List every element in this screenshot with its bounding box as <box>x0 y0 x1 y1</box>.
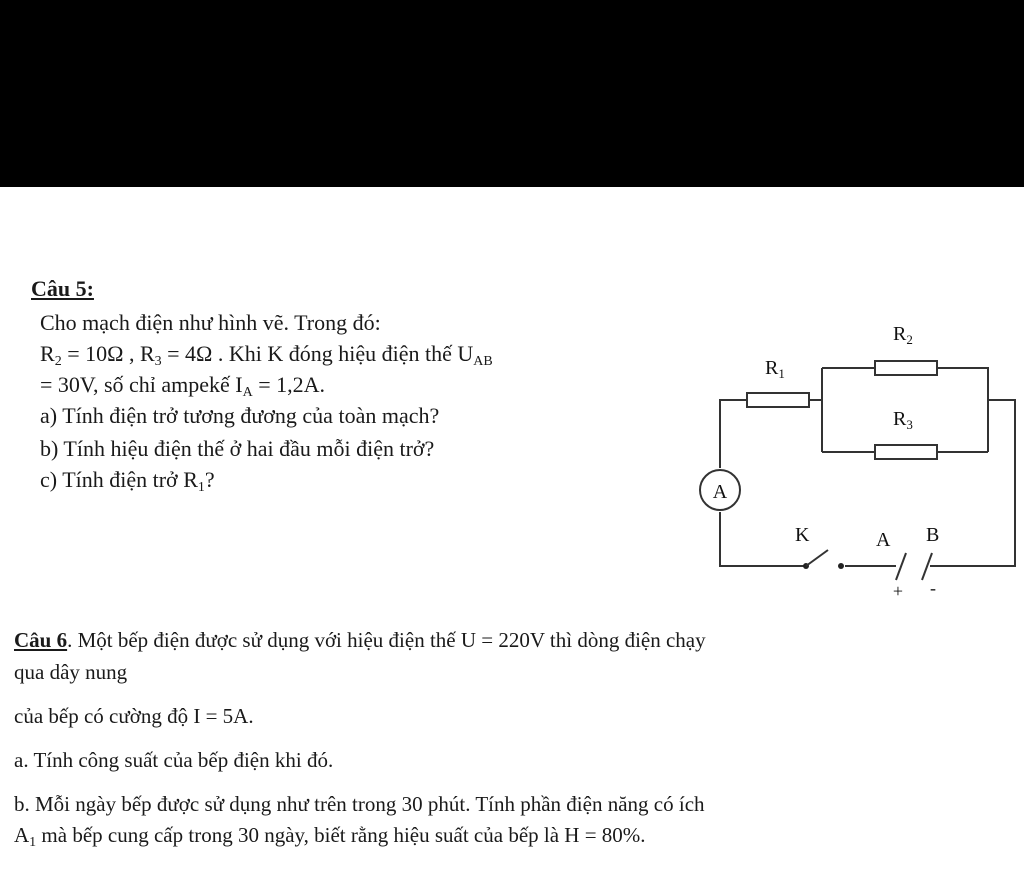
q6-line1: Câu 6. Một bếp điện được sử dụng với hiệu điện thế U = 220V thì dòng điện chạy <box>14 628 706 652</box>
q5-question-b: b) Tính hiệu điện thế ở hai đầu mỗi điện trở? <box>40 436 435 461</box>
label-r2: $R_2$ <box>893 323 913 347</box>
q5-given-voltage-current: = 30V, số chỉ ampekế $I_A = 1,2A$. <box>40 372 326 400</box>
q6-line3: của bếp có cường độ I = 5A. <box>14 704 254 728</box>
label-minus: - <box>930 578 936 598</box>
label-terminal-a: A <box>876 529 891 551</box>
q6-question-a: a. Tính công suất của bếp điện khi đó. <box>14 748 334 772</box>
q6-line2: qua dây nung <box>14 660 128 684</box>
resistor-r1 <box>747 393 809 407</box>
resistor-r3 <box>875 445 937 459</box>
resistor-r2 <box>875 361 937 375</box>
q5-question-c: c) Tính điện trở $R_1$? <box>40 467 215 495</box>
q6-question-b: b. Mỗi ngày bếp được sử dụng như trên trong 30 phút. Tính phần điện năng có ích <box>14 792 705 816</box>
circuit-diagram <box>690 315 1020 600</box>
q5-given-resistors: $R_2 = 10\Omega$ , $R_3 = 4\Omega$ . Khi K đóng hiệu điện thế $U_{AB}$ <box>40 341 493 369</box>
label-r3: $R_3$ <box>893 408 913 432</box>
terminal-a-mark <box>896 553 906 580</box>
switch-contact <box>838 563 844 569</box>
label-terminal-b: B <box>926 524 940 546</box>
switch-lever <box>806 550 828 566</box>
label-switch-k: K <box>795 524 810 546</box>
ammeter-label: A <box>712 481 728 503</box>
label-r1: $R_1$ <box>765 357 785 381</box>
q5-intro: Cho mạch điện như hình vẽ. Trong đó: <box>40 310 381 335</box>
q5-heading: Câu 5: <box>31 276 94 301</box>
q6-heading: Câu 6 <box>14 628 68 652</box>
black-top-band <box>0 0 1024 187</box>
q6-question-b-cont: $A_1$ mà bếp cung cấp trong 30 ngày, biết rằng hiệu suất của bếp là H = 80%. <box>14 823 646 850</box>
q5-question-a: a) Tính điện trở tương đương của toàn mạch? <box>40 403 440 428</box>
label-plus: + <box>892 581 904 600</box>
